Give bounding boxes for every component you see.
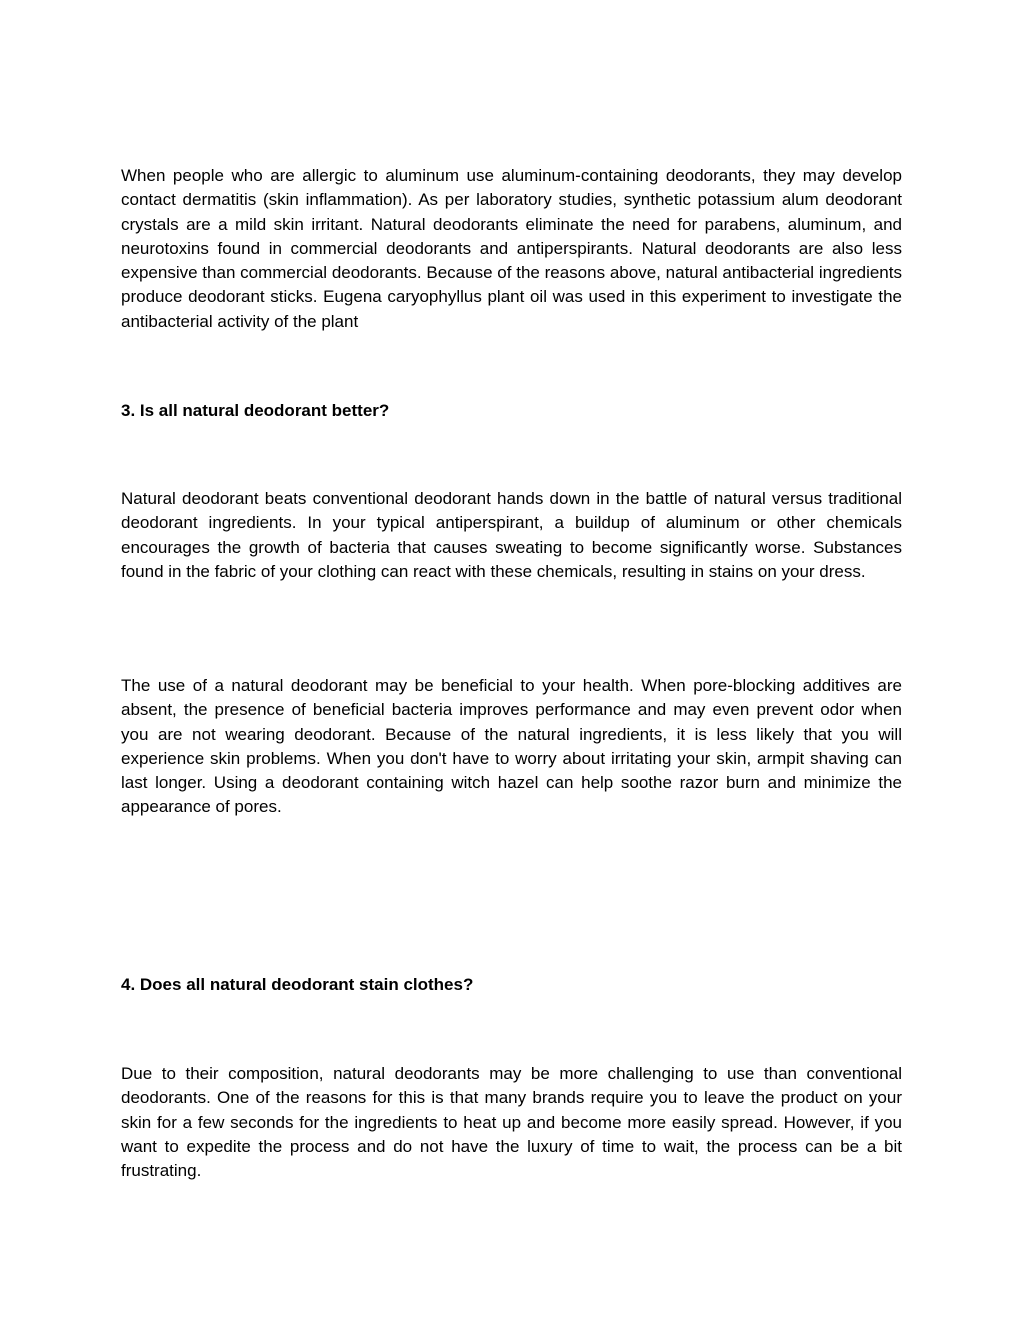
paragraph-natural-vs-traditional: Natural deodorant beats conventional deodorant hands down in the battle of natural versus traditional deodorant ingredients. In your typical antiperspirant, a buildup of aluminum or other chemicals encourages the growth of bacteria that causes sweating to become significantly worse. Substances found in the fabric of your clothing can react with these chemicals, resulting in stains on your dress. — [121, 489, 902, 581]
heading-stain-clothes: 4. Does all natural deodorant stain clothes? — [121, 975, 474, 994]
paragraph-usage-challenges: Due to their composition, natural deodorants may be more challenging to use than conventional deodorants. One of the reasons for this is that many brands require you to leave the product on your skin for a few seconds for the ingredients to heat up and become more easily spread. However, if you want to expedite the process and do not have the luxury of time to wait, the process can be a bit frustrating. — [121, 1064, 902, 1181]
paragraph-health-benefits: The use of a natural deodorant may be beneficial to your health. When pore-blocking additives are absent, the presence of beneficial bacteria improves performance and may even prevent odor when you are not wearing deodorant. Because of the natural ingredients, it is less likely that you will experience skin problems. When you don't have to worry about irritating your skin, armpit shaving can last longer. Using a deodorant containing witch hazel can help soothe razor burn and minimize the appearance of pores. — [121, 676, 902, 817]
paragraph-aluminum-allergy: When people who are allergic to aluminum use aluminum-containing deodorants, they may develop contact dermatitis (skin inflammation). As per laboratory studies, synthetic potassium alum deodorant crystals are a mild skin irritant. Natural deodorants eliminate the need for parabens, aluminum, and neurotoxins found in commercial deodorants and antiperspirants. Natural deodorants are also less expensive than commercial deodorants. Because of the reasons above, natural antibacterial ingredients produce deodorant sticks. Eugena caryophyllus plant oil was used in this experiment to investigate the antibacterial activity of the plant — [121, 166, 902, 331]
heading-is-natural-better: 3. Is all natural deodorant better? — [121, 401, 390, 420]
